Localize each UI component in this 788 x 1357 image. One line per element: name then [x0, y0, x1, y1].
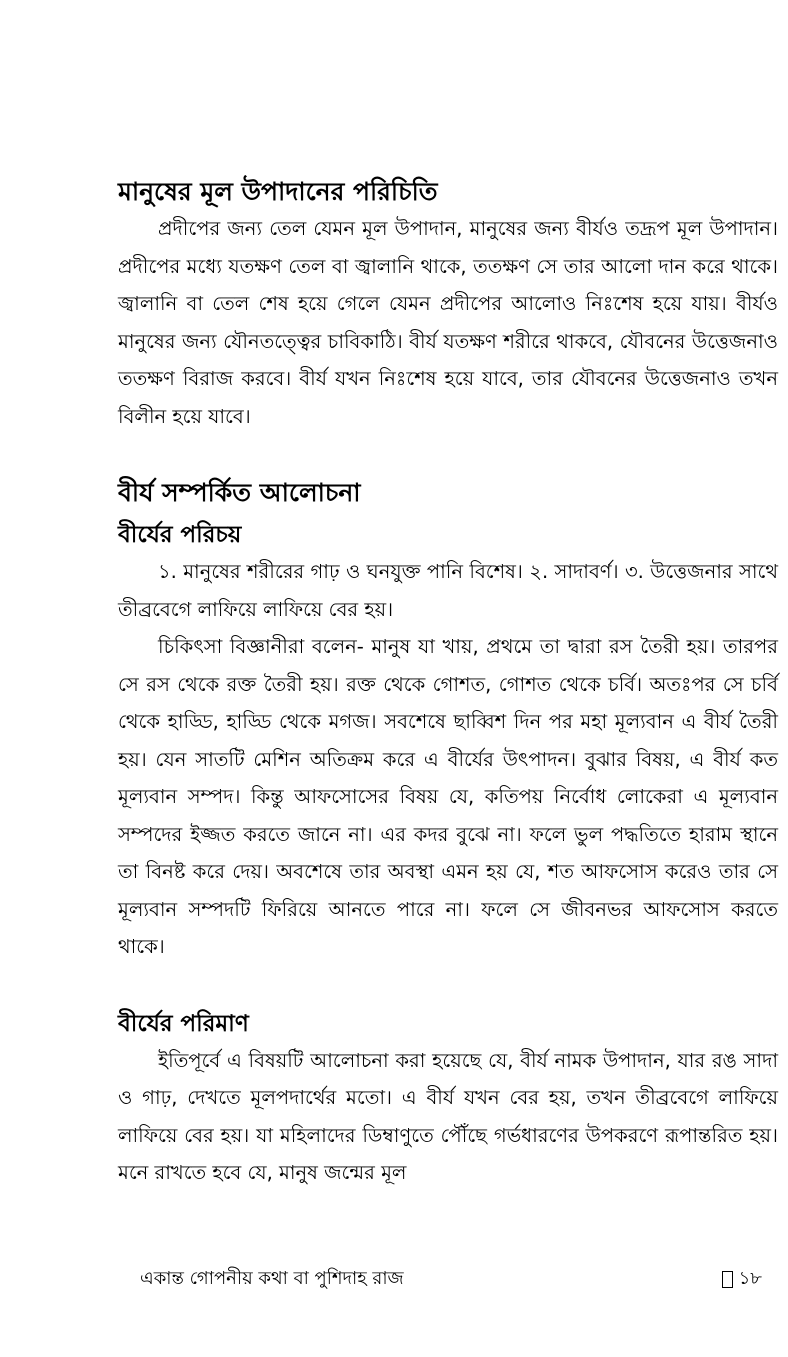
footer-book-title: একান্ত গোপনীয় কথা বা পুশিদাহ রাজ — [140, 1268, 404, 1289]
footer-page-marker — [722, 1264, 762, 1295]
subheading-quantity: বীর্যের পরিমাণ — [118, 1010, 249, 1037]
page-content — [118, 174, 778, 1192]
section-heading-ingredient: মানুষের মূল উপাদানের পরিচিতি — [118, 177, 438, 206]
paragraph-introduction-body: চিকিৎসা বিজ্ঞানীরা বলেন- মানুষ যা খায়, প্রথমে তা দ্বারা রস তৈরী হয়। তারপর সে রস থেকে রক্ত তৈরী হয়। রক্ত থেকে গোশত, গোশত থেকে চর্বি। অতঃপর সে চর্বি থেকে হাড্ডি, হাড্ডি থেকে মগজ। সবশেষে ছাব্বিশ দিন পর মহা মূল্যবান এ বীর্য তৈরী হয়। যেন সাতটি মেশিন অতিক্রম করে এ বীর্যের উৎপাদন। বুঝার বিষয়, এ বীর্য কত মূল্যবান সম্পদ। কিন্তু আফসোসের বিষয় যে, কতিপয় নির্বোধ লোকেরা এ মূল্যবান সম্পদের ইজ্জত করতে জানে না। এর কদর বুঝে না। ফলে ভুল পদ্ধতিতে হারাম স্থানে তা বিনষ্ট করে দেয়। অবশেষে তার অবস্থা এমন হয় যে, শত আফসোস করেও তার সে মূল্যবান সম্পদটি ফিরিয়ে আনতে পারে না। ফলে সে জীবনভর আফসোস করতে থাকে। — [118, 635, 778, 958]
paragraph-quantity: ইতিপূর্বে এ বিষয়টি আলোচনা করা হয়েছে যে, বীর্য নামক উপাদান, যার রঙ সাদা ও গাঢ়, দেখতে মূলপদার্থের মতো। এ বীর্য যখন বের হয়, তখন তীব্রবেগে লাফিয়ে লাফিয়ে বের হয়। যা মহিলাদের ডিম্বাণুতে পৌঁছে গর্ভধারণের উপকরণে রূপান্তরিত হয়। মনে রাখতে হবে যে, মানুষ জন্মের মূল — [118, 1048, 778, 1184]
paragraph-introduction-points: ১. মানুষের শরীরের গাঢ় ও ঘনযুক্ত পানি বিশেষ। ২. সাদাবর্ণ। ৩. উত্তেজনার সাথে তীব্রবেগে লাফিয়ে লাফিয়ে বের হয়। — [118, 560, 778, 621]
subheading-introduction: বীর্যের পরিচয় — [118, 522, 242, 548]
section-heading-discussion: বীর্য সম্পর্কিত আলোচনা — [118, 478, 361, 507]
paragraph-ingredient: প্রদীপের জন্য তেল যেমন মূল উপাদান, মানুষের জন্য বীর্যও তদ্রূপ মূল উপাদান। প্রদীপের মধ্যে যতক্ষণ তেল বা জ্বালানি থাকে, ততক্ষণ সে তার আলো দান করে থাকে। জ্বালানি বা তেল শেষ হয়ে গেলে যেমন প্রদীপের আলোও নিঃশেষ হয়ে যায়। বীর্যও মানুষের জন্য যৌনতত্ত্বের চাবিকাঠি। বীর্য যতক্ষণ শরীরে থাকবে, যৌবনের উত্তেজনাও ততক্ষণ বিরাজ করবে। বীর্য যখন নিঃশেষ হয়ে যাবে, তার যৌবনের উত্তেজনাও তখন বিলীন হয়ে যাবে। — [118, 217, 778, 428]
footer-page-number: ১৮ — [738, 1268, 762, 1289]
section-spacer — [118, 966, 778, 1006]
page-footer — [0, 1264, 788, 1294]
section-spacer — [118, 435, 778, 475]
page-box-icon — [722, 1271, 733, 1288]
